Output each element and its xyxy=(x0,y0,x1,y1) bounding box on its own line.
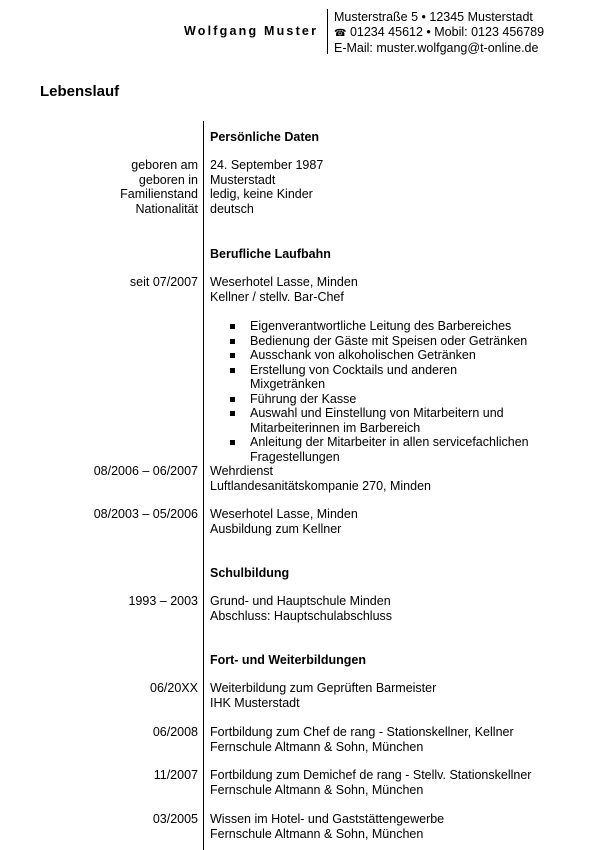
entry-details xyxy=(210,768,531,797)
value-nationality: deutsch xyxy=(210,201,254,216)
section-heading-career: Berufliche Laufbahn xyxy=(210,247,331,261)
value-birthdate: 24. September 1987 xyxy=(210,158,324,172)
task-item xyxy=(230,348,530,363)
entry-line: Weiterbildung zum Geprüften Barmeister xyxy=(210,681,437,695)
task-item xyxy=(230,319,530,334)
personal-values xyxy=(210,158,323,216)
task-text: Führung der Kasse xyxy=(250,391,357,406)
value-birthplace: Musterstadt xyxy=(210,172,276,187)
entry-line: Fernschule Altmann & Sohn, München xyxy=(210,826,424,841)
entry-line: Weserhotel Lasse, Minden xyxy=(210,275,358,289)
entry-date: 06/2008 xyxy=(152,725,198,739)
email: E-Mail: muster.wolfgang@t-online.de xyxy=(334,41,539,55)
label-marital-status: Familienstand xyxy=(120,187,198,201)
task-text: Eigenverantwortliche Leitung des Barbereiches xyxy=(250,319,512,333)
task-item xyxy=(230,363,530,392)
phone-numbers: 01234 45612 • Mobil: 0123 456789 xyxy=(349,24,545,39)
entry-date: 1993 – 2003 xyxy=(128,594,198,608)
applicant-name: Wolfgang Muster xyxy=(184,24,319,38)
label-nationality: Nationalität xyxy=(135,201,198,216)
bullet-icon xyxy=(230,440,235,445)
entry-line: Kellner / stellv. Bar-Chef xyxy=(210,289,344,304)
entry-line: Fernschule Altmann & Sohn, München xyxy=(210,782,424,797)
header-divider xyxy=(327,9,328,54)
address: Musterstraße 5 • 12345 Musterstadt xyxy=(334,10,533,24)
telephone-icon: ☎ xyxy=(334,27,347,39)
entry-date: 03/2005 xyxy=(152,812,198,826)
contact-block xyxy=(334,10,544,56)
task-item xyxy=(230,392,530,407)
task-text: Anleitung der Mitarbeiter in allen servicefachlichen Fragestellungen xyxy=(250,435,529,464)
task-text: Erstellung von Cocktails und anderen Mixgetränken xyxy=(250,362,458,391)
bullet-icon xyxy=(230,324,235,329)
entry-details xyxy=(210,681,436,710)
task-text: Auswahl und Einstellung von Mitarbeitern und Mitarbeiterinnen im Barbereich xyxy=(250,406,504,435)
entry-line: Wehrdienst xyxy=(210,464,273,478)
entry-line: Grund- und Hauptschule Minden xyxy=(210,594,391,608)
entry-date: 08/2006 – 06/2007 xyxy=(93,464,198,478)
bullet-icon xyxy=(230,368,235,373)
entry-line: Fortbildung zum Demichef de rang - Stellv. Stationskellner xyxy=(210,768,532,782)
entry-line: IHK Musterstadt xyxy=(210,695,300,710)
task-item xyxy=(230,406,530,435)
entry-details xyxy=(210,725,514,754)
entry-line: Luftlandesanitätskompanie 270, Minden xyxy=(210,478,431,493)
section-heading-personal: Persönliche Daten xyxy=(210,130,320,144)
entry-line: Abschluss: Hauptschulabschluss xyxy=(210,608,393,623)
entry-line: Fortbildung zum Chef de rang - Stationskellner, Kellner xyxy=(210,725,514,739)
label-birthdate: geboren am xyxy=(131,158,198,172)
section-heading-school: Schulbildung xyxy=(210,566,290,580)
value-marital-status: ledig, keine Kinder xyxy=(210,187,313,201)
entry-date: 08/2003 – 05/2006 xyxy=(93,507,198,521)
personal-labels xyxy=(120,158,198,216)
bullet-icon xyxy=(230,397,235,402)
bullet-icon xyxy=(230,339,235,344)
task-text: Bedienung der Gäste mit Speisen oder Getränken xyxy=(250,333,528,348)
phone-line xyxy=(334,25,544,42)
entry-details xyxy=(210,812,444,841)
entry-details xyxy=(210,594,392,623)
entry-date: 11/2007 xyxy=(153,768,198,782)
section-heading-training: Fort- und Weiterbildungen xyxy=(210,653,366,667)
task-item xyxy=(230,435,530,464)
entry-line: Ausbildung zum Kellner xyxy=(210,521,342,536)
entry-date: 06/20XX xyxy=(150,681,198,695)
document-title: Lebenslauf xyxy=(40,83,120,100)
entry-details xyxy=(210,507,358,536)
entry-line: Weserhotel Lasse, Minden xyxy=(210,507,358,521)
label-birthplace: geboren in xyxy=(138,172,198,187)
entry-details xyxy=(210,464,431,493)
entry-details xyxy=(210,275,358,304)
task-list xyxy=(230,319,530,464)
entry-line: Wissen im Hotel- und Gaststättengewerbe xyxy=(210,812,445,826)
entry-date: seit 07/2007 xyxy=(129,275,198,289)
task-item xyxy=(230,334,530,349)
task-text: Ausschank von alkoholischen Getränken xyxy=(250,348,476,362)
column-divider xyxy=(203,121,204,850)
bullet-icon xyxy=(230,411,235,416)
entry-line: Fernschule Altmann & Sohn, München xyxy=(210,739,424,754)
bullet-icon xyxy=(230,353,235,358)
